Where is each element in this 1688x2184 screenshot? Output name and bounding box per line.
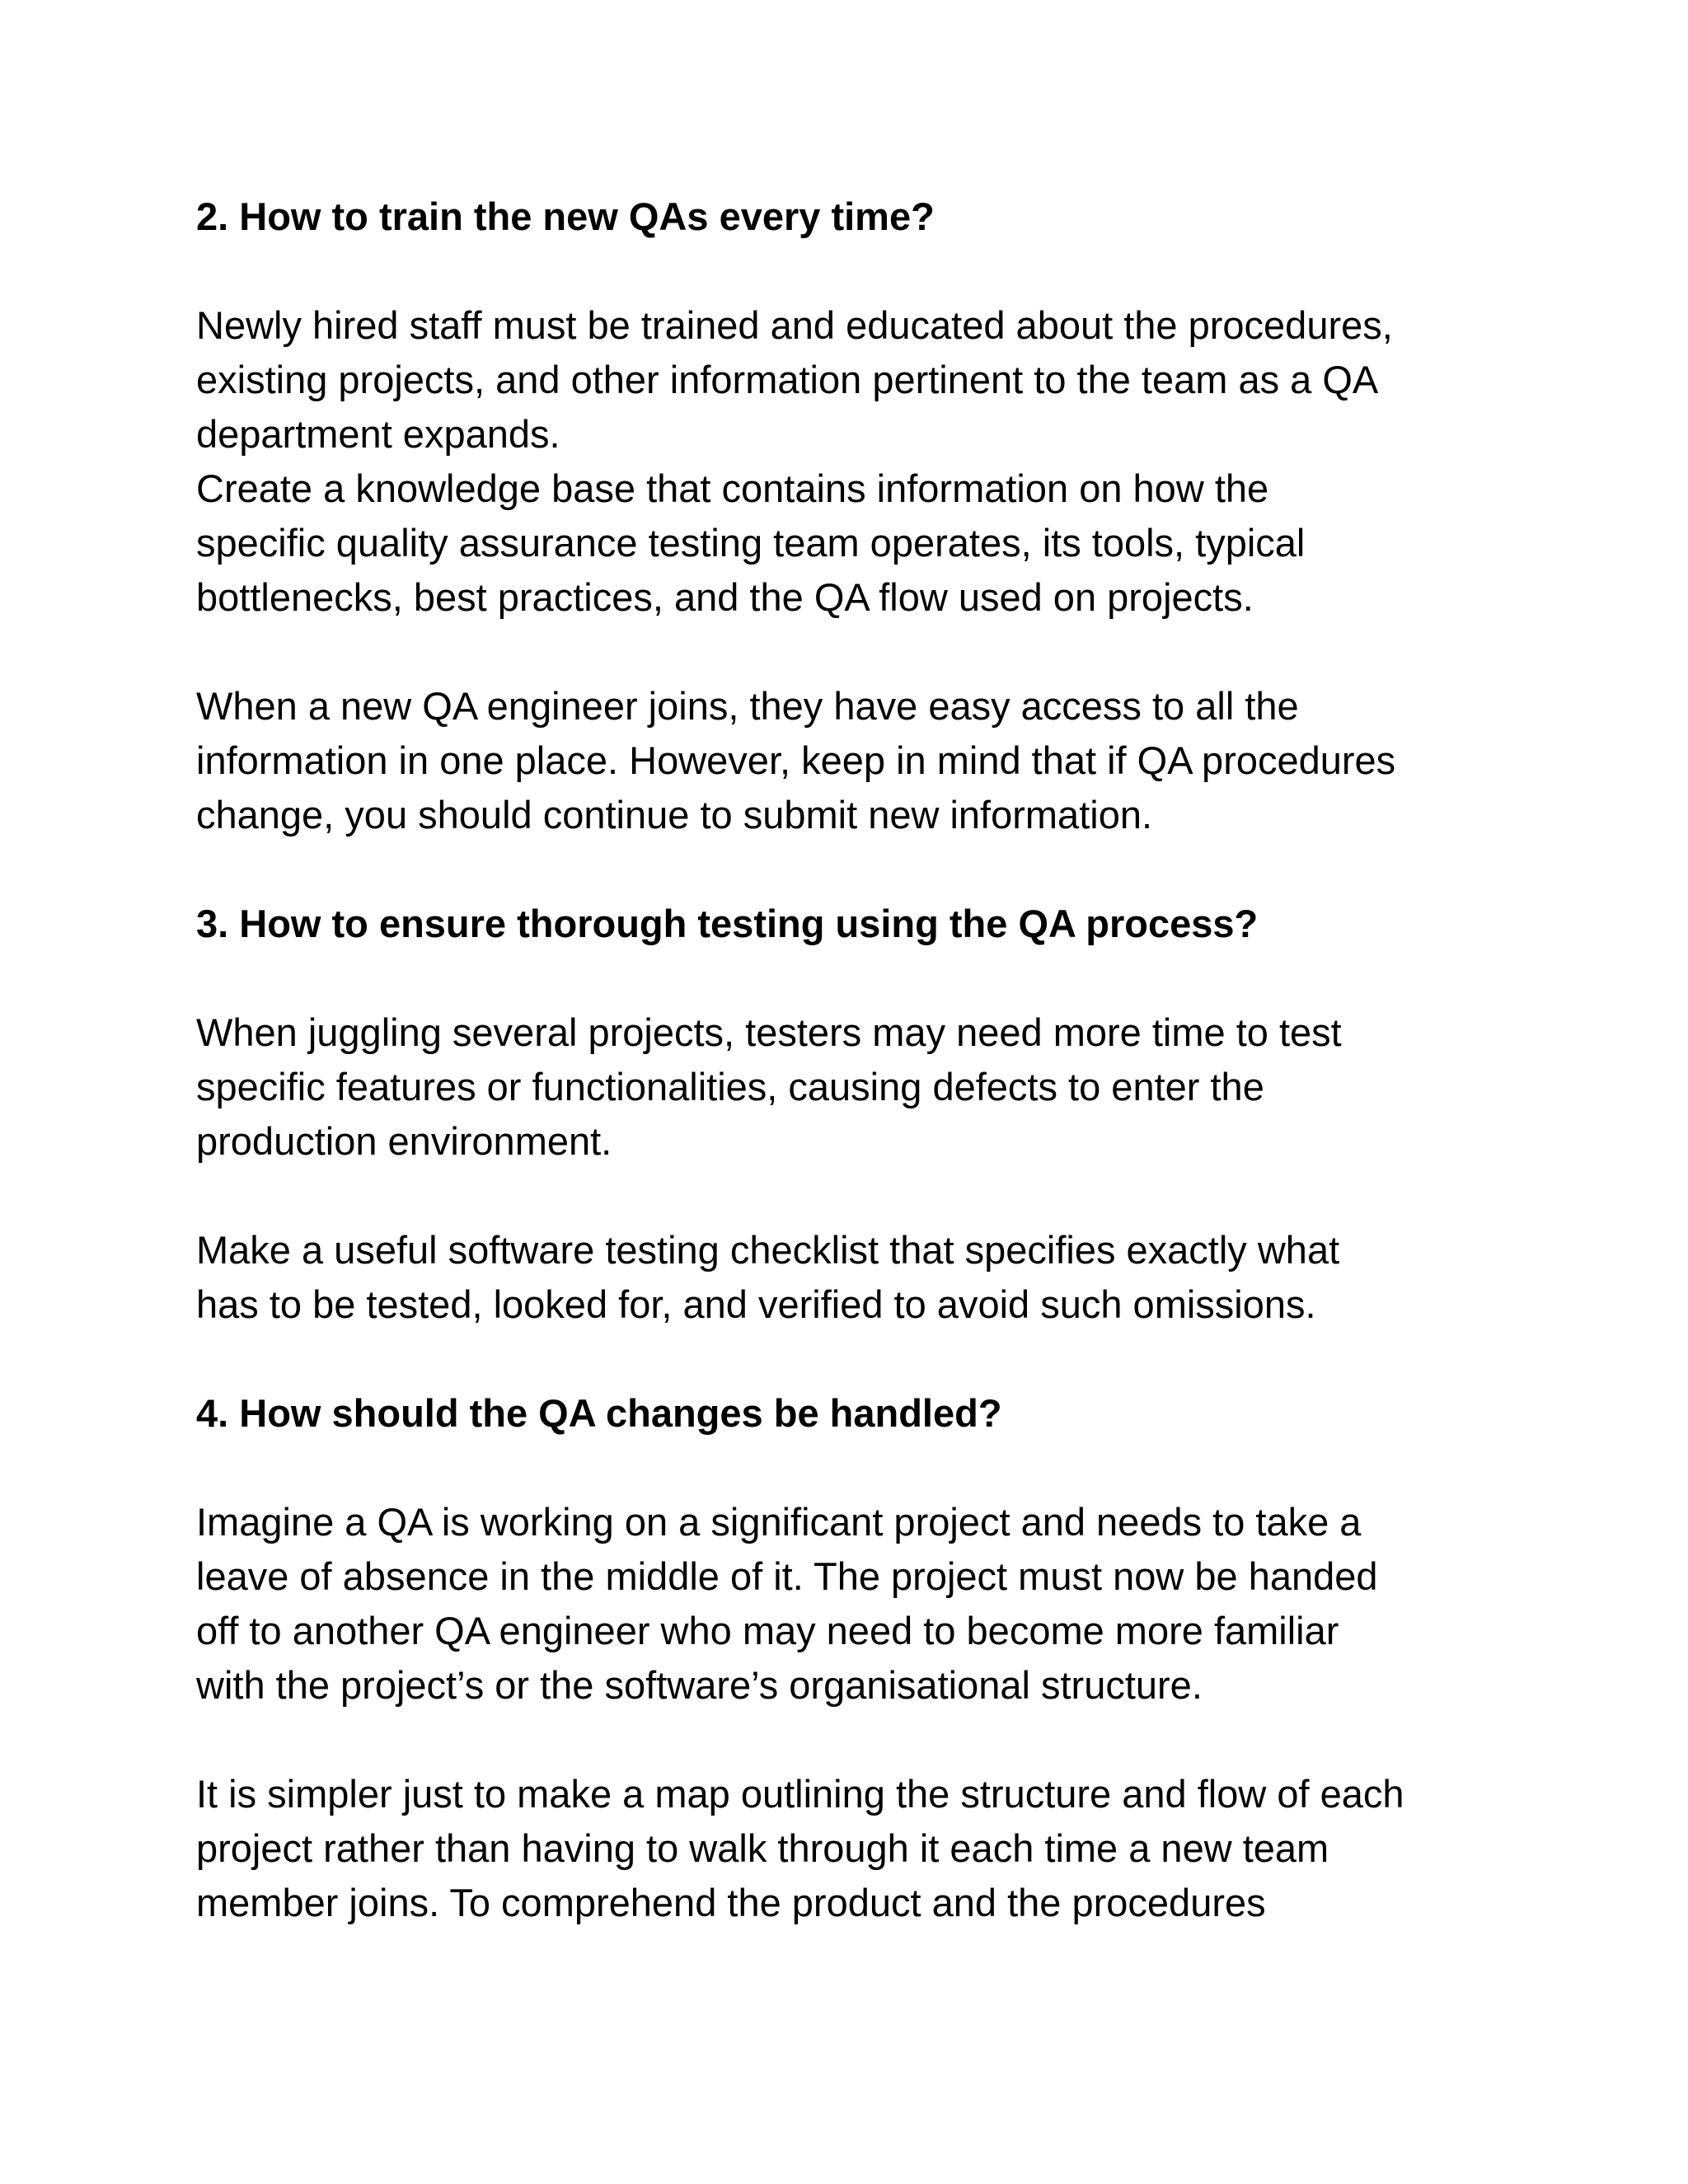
text-line: off to another QA engineer who may need to become more familiar	[196, 1609, 1339, 1652]
section-heading-2: 2. How to train the new QAs every time?	[196, 194, 935, 238]
section-heading-4: 4. How should the QA changes be handled?	[196, 1391, 1002, 1435]
section-3-paragraph-2	[196, 1223, 1515, 1332]
section-4-paragraph-2	[196, 1767, 1515, 1930]
text-line: Make a useful software testing checklist that specifies exactly what	[196, 1228, 1340, 1272]
section-4-paragraph-1	[196, 1495, 1515, 1713]
section-2-paragraph-2	[196, 679, 1515, 842]
text-line: member joins. To comprehend the product and the procedures	[196, 1881, 1266, 1924]
text-line: existing projects, and other information pertinent to the team as a QA	[196, 358, 1379, 401]
section-heading-3: 3. How to ensure thorough testing using the QA process?	[196, 902, 1259, 945]
text-line: with the project’s or the software’s organisational structure.	[196, 1663, 1203, 1707]
text-line: When a new QA engineer joins, they have easy access to all the	[196, 684, 1299, 728]
text-line: leave of absence in the middle of it. The project must now be handed	[196, 1554, 1378, 1598]
section-2-paragraph-1	[196, 298, 1515, 625]
text-line: has to be tested, looked for, and verified to avoid such omissions.	[196, 1282, 1316, 1326]
text-line: project rather than having to walk through it each time a new team	[196, 1826, 1329, 1870]
text-line: Imagine a QA is working on a significant project and needs to take a	[196, 1500, 1362, 1544]
text-line: When juggling several projects, testers may need more time to test	[196, 1010, 1342, 1054]
text-line: It is simpler just to make a map outlining the structure and flow of each	[196, 1772, 1404, 1816]
text-line: Newly hired staff must be trained and educated about the procedures,	[196, 303, 1393, 347]
text-line: specific quality assurance testing team operates, its tools, typical	[196, 521, 1306, 565]
section-3-paragraph-1	[196, 1005, 1515, 1169]
text-line: specific features or functionalities, causing defects to enter the	[196, 1065, 1264, 1108]
text-line: information in one place. However, keep in mind that if QA procedures	[196, 738, 1396, 782]
text-line: Create a knowledge base that contains information on how the	[196, 466, 1269, 510]
text-line: production environment.	[196, 1119, 612, 1163]
text-line: bottlenecks, best practices, and the QA flow used on projects.	[196, 575, 1254, 619]
document-body	[196, 190, 1515, 1930]
text-line: change, you should continue to submit new information.	[196, 793, 1153, 837]
text-line: department expands.	[196, 412, 560, 456]
